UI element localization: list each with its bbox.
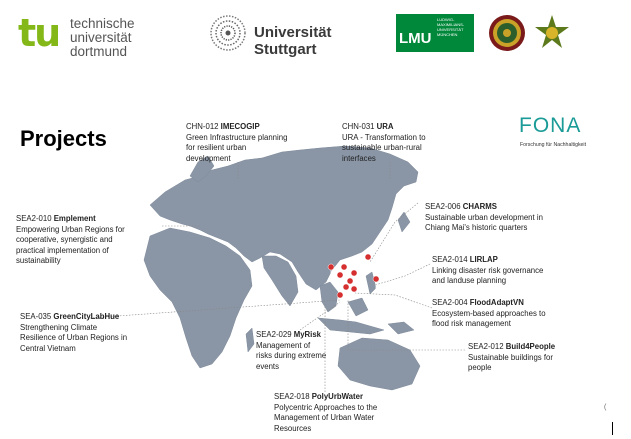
madagascar-landmass (246, 328, 254, 352)
fona-logo (519, 114, 599, 154)
map-pin (365, 254, 371, 267)
stray-mark: ( (604, 404, 607, 411)
australia-landmass (338, 338, 420, 390)
map-pin (343, 284, 349, 297)
stuttgart-dot-mark (210, 15, 246, 51)
university-seal-logo (488, 14, 526, 52)
map-pin (337, 292, 343, 305)
project-myrisk: SEA2-029 MyRisk Management of risks during extreme events (256, 330, 327, 371)
project-floodadaptvn: SEA2-004 FloodAdaptVN Ecosystem-based approaches to flood risk management (432, 298, 546, 329)
stuttgart-wordmark: Universität Stuttgart (254, 24, 332, 58)
lmu-logo (396, 14, 474, 52)
project-polyurbwater: SEA2-018 PolyUrbWater Polycentric Approaches to the Management of Urban Water Resources (274, 392, 378, 433)
philippines-landmass (366, 272, 376, 294)
fona-wordmark: FONA (519, 114, 582, 137)
tu-wordmark: technische universität dortmund (70, 16, 135, 59)
lmu-full-name: LUDWIG-MAXIMILIANS-UNIVERSITÄT MÜNCHEN (437, 17, 465, 37)
indonesia-landmass (318, 318, 384, 334)
project-emplement: SEA2-010 Emplement Empowering Urban Regions for cooperative, synergistic and practical implementation of sustainability (16, 214, 125, 266)
stuttgart-logo (210, 15, 382, 58)
southeast-asia-landmass (320, 282, 338, 312)
connector-lirlap (375, 264, 430, 285)
map-pin (337, 272, 343, 285)
africa-landmass (144, 228, 252, 368)
project-greencitylabhue: SEA-035 GreenCityLabHue Strengthening Climate Resilience of Urban Regions in Central Vietnam (20, 312, 128, 353)
fona-tagline: Forschung für Nachhaltigkeit (520, 142, 587, 148)
map-pin (351, 286, 357, 299)
project-imecogip: CHN-012 IMECOGIP Green Infrastructure planning for resilient urban development (186, 122, 288, 163)
project-charms: SEA2-006 CHARMS Sustainable urban development in Chiang Mai's historic quarters (425, 202, 543, 233)
connector-floodadaptvn (355, 293, 432, 308)
japan-landmass (398, 212, 410, 232)
project-ura: CHN-031 URA URA - Transformation to sustainable urban-rural interfaces (342, 122, 426, 163)
page-title: Projects (20, 126, 107, 151)
borneo-landmass (348, 298, 368, 316)
tu-mark: tu (18, 11, 60, 55)
university-star-logo (532, 13, 572, 53)
text-cursor (612, 422, 613, 435)
new-guinea-landmass (388, 322, 414, 334)
lmu-wordmark: LMU (399, 30, 432, 47)
tu-dortmund-logo (18, 11, 198, 59)
project-lirlap: SEA2-014 LIRLAP Linking disaster risk governance and landuse planning (432, 255, 544, 286)
india-landmass (262, 256, 298, 306)
project-build4people: SEA2-012 Build4People Sustainable buildings for people (468, 342, 556, 373)
